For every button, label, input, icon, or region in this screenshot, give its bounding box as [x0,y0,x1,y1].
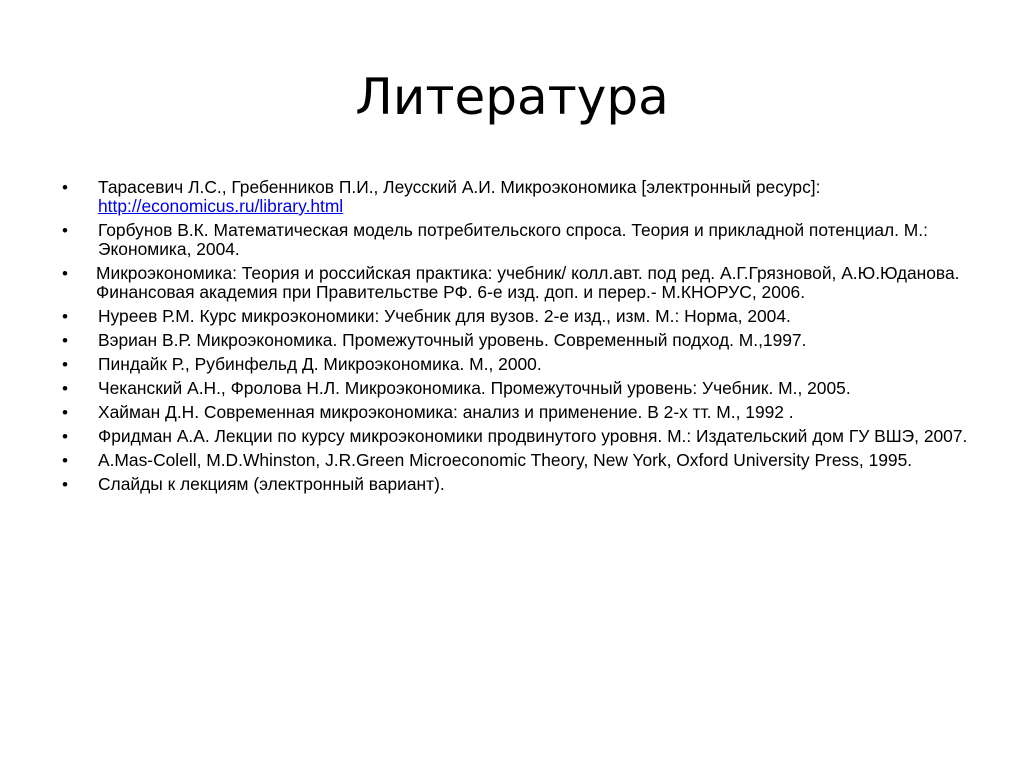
list-item [60,221,970,259]
item-text: Чеканский А.Н., Фролова Н.Л. Микроэкономика. Промежуточный уровень: Учебник. М., 2005. [98,378,851,398]
list-item [60,379,970,398]
bullet-icon: • [62,221,68,240]
bullet-icon: • [62,451,68,470]
item-text: Вэриан В.Р. Микроэкономика. Промежуточный уровень. Современный подход. М.,1997. [98,330,807,350]
item-text: Горбунов В.К. Математическая модель потребительского спроса. Теория и прикладной потенциал. М.: Экономика, 2004. [98,220,928,259]
bullet-icon: • [62,427,68,446]
item-text: Пиндайк Р., Рубинфельд Д. Микроэкономика. М., 2000. [98,354,542,374]
library-link[interactable]: http://economicus.ru/library.html [98,196,344,216]
list-item [60,355,970,374]
list-item [60,475,970,494]
list-item [60,403,970,422]
item-text: Слайды к лекциям (электронный вариант). [98,474,445,494]
bullet-icon: • [62,379,68,398]
bullet-icon: • [62,331,68,350]
list-item [60,264,970,302]
list-item [60,451,970,470]
bullet-icon: • [62,307,68,326]
item-text: Хайман Д.Н. Современная микроэкономика: анализ и применение. В 2-х тт. М., 1992 . [98,402,794,422]
list-item [60,307,970,326]
bullet-icon: • [62,264,68,283]
bullet-icon: • [62,475,68,494]
list-item [60,178,970,216]
bullet-icon: • [62,355,68,374]
item-text: Нуреев Р.М. Курс микроэкономики: Учебник для вузов. 2-е изд., изм. М.: Норма, 2004. [98,306,791,326]
bullet-icon: • [62,403,68,422]
list-item [60,427,970,446]
item-text: Тарасевич Л.С., Гребенников П.И., Леусский А.И. Микроэкономика [электронный ресурс]: [98,177,821,197]
bibliography-list [60,178,970,499]
bullet-icon: • [62,178,68,197]
item-text: A.Mas-Colell, M.D.Whinston, J.R.Green Microeconomic Theory, New York, Oxford University Press, 1995. [98,450,913,470]
item-text: Фридман А.А. Лекции по курсу микроэкономики продвинутого уровня. М.: Издательский дом ГУ ВШЭ, 2007. [98,426,968,446]
item-text: Микроэкономика: Теория и российская практика: учебник/ колл.авт. под ред. А.Г.Грязновой, А.Ю.Юданова. Финансовая академия при Правительстве РФ. 6-е изд. доп. и перер.- М.КНОРУС, 2006. [96,263,960,302]
slide-title: Литература [355,68,669,126]
list-item [60,331,970,350]
